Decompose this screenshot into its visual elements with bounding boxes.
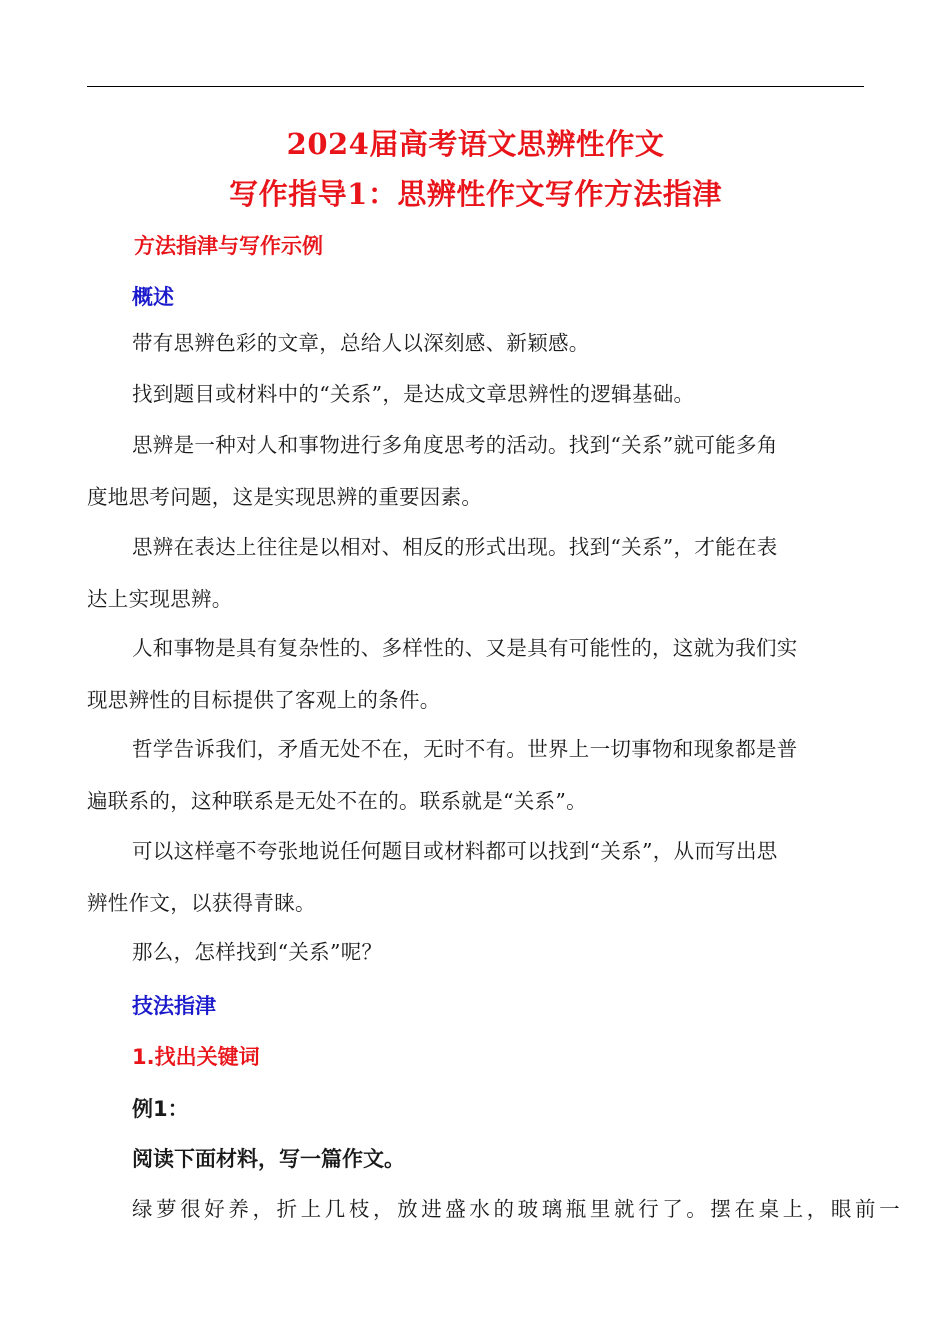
title-line-2: 写作指导1：思辨性作文写作方法指津 — [229, 177, 722, 211]
section-heading-overview: 概述 — [132, 285, 174, 309]
paragraph-line: 达上实现思辨。 — [87, 587, 233, 611]
paragraph-line: 哲学告诉我们，矛盾无处不在，无时不有。世界上一切事物和现象都是普 — [132, 737, 798, 761]
paragraph-line: 度地思考问题，这是实现思辨的重要因素。 — [87, 485, 483, 509]
paragraph-7 — [87, 825, 864, 929]
paragraph-5 — [87, 622, 864, 726]
paragraph-1 — [87, 317, 864, 369]
paragraph-3 — [87, 419, 864, 523]
paragraph-line: 现思辨性的目标提供了客观上的条件。 — [87, 688, 441, 712]
paragraph-4 — [87, 521, 864, 625]
paragraph-line: 那么，怎样找到“关系”呢？ — [132, 940, 383, 964]
paragraph-line: 人和事物是具有复杂性的、多样性的、又是具有可能性的，这就为我们实 — [132, 636, 798, 660]
paragraph-line: 辨性作文，以获得青睐。 — [87, 891, 316, 915]
paragraph-line: 带有思辨色彩的文章，总给人以深刻感、新颖感。 — [132, 331, 590, 355]
paragraph-line: 可以这样毫不夸张地说任何题目或材料都可以找到“关系”，从而写出思 — [132, 839, 778, 863]
subsection-heading-1: 1.找出关键词 — [132, 1045, 260, 1069]
paragraph-8 — [87, 926, 864, 978]
paragraph-line: 思辨在表达上往往是以相对、相反的形式出现。找到“关系”，才能在表 — [132, 535, 778, 559]
material-line: 绿萝很好养，折上几枝，放进盛水的玻璃瓶里就行了。摆在桌上，眼前一 — [132, 1197, 904, 1221]
title-line-1: 2024届高考语文思辨性作文 — [286, 127, 665, 161]
example-label: 例1： — [132, 1097, 189, 1121]
header-rule — [87, 86, 864, 87]
paragraph-2 — [87, 368, 864, 420]
section-heading-techniques: 技法指津 — [132, 994, 216, 1018]
section-heading-main: 方法指津与写作示例 — [134, 234, 323, 258]
paragraph-line: 找到题目或材料中的“关系”，是达成文章思辨性的逻辑基础。 — [132, 382, 695, 406]
instruction-line: 阅读下面材料，写一篇作文。 — [132, 1147, 405, 1171]
paragraph-6 — [87, 723, 864, 827]
paragraph-line: 遍联系的，这种联系是无处不在的。联系就是“关系”。 — [87, 789, 587, 813]
paragraph-line: 思辨是一种对人和事物进行多角度思考的活动。找到“关系”就可能多角 — [132, 433, 778, 457]
